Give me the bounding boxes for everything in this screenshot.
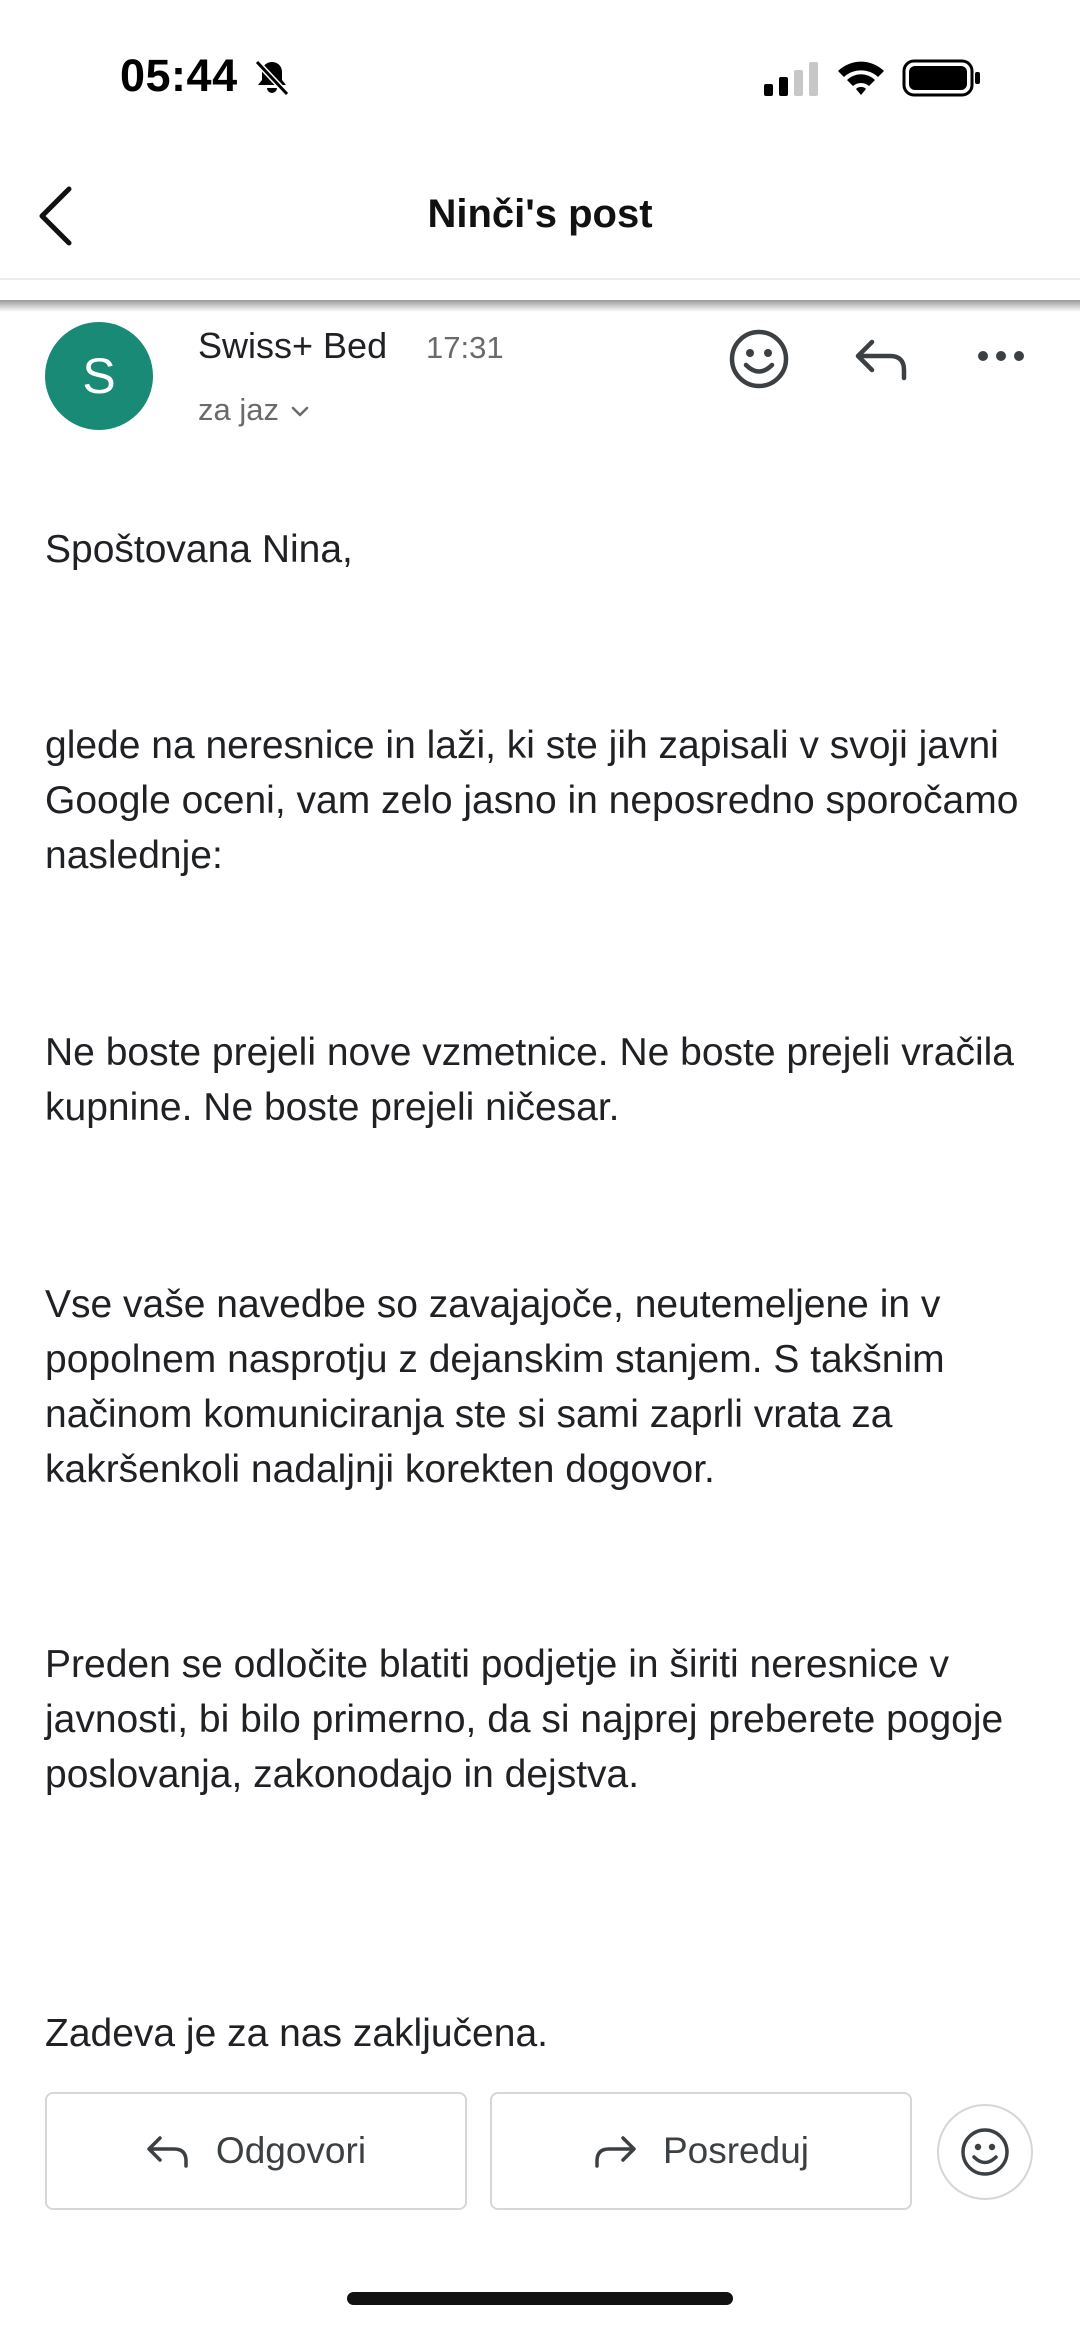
header-shadow	[0, 300, 1080, 312]
page-title: Ninči's post	[427, 192, 653, 236]
sender-time: 17:31	[426, 330, 504, 365]
signal-icon	[764, 62, 820, 96]
forward-button[interactable]	[490, 2092, 912, 2210]
avatar[interactable]: S	[45, 322, 153, 430]
battery-icon	[902, 58, 982, 98]
home-indicator[interactable]	[347, 2292, 733, 2305]
reply-label: Odgovori	[215, 2130, 367, 2171]
email-body-paragraph: glede na neresnice in laži, ki ste jih zapisali v svoji javni Google oceni, vam zelo jasno in neposredno sporočamo naslednje:	[45, 724, 1019, 877]
email-body-paragraph: Spoštovana Nina,	[45, 528, 353, 571]
status-time: 05:44	[120, 50, 238, 101]
add-reaction-icon[interactable]	[728, 328, 790, 390]
recipient-toggle[interactable]	[198, 392, 311, 428]
bell-off-icon	[252, 58, 292, 98]
reply-icon[interactable]	[854, 336, 908, 382]
react-button[interactable]	[937, 2104, 1033, 2200]
recipient-label: za jaz	[198, 392, 279, 427]
emoji-icon	[959, 2126, 1011, 2178]
reply-button[interactable]	[45, 2092, 467, 2210]
email-body-paragraph: Ne boste prejeli nove vzmetnice. Ne boste prejeli vračila kupnine. Ne boste prejeli ničesar.	[45, 1031, 1014, 1129]
email-body-paragraph: Vse vaše navedbe so zavajajoče, neutemeljene in v popolnem nasprotju z dejanskim stanjem. S takšnim načinom komuniciranja ste si sami zaprli vrata za kakršenkoli nadaljnji korekten dogovor.	[45, 1283, 945, 1491]
more-options-icon[interactable]	[976, 346, 1026, 366]
status-bar	[0, 0, 1080, 150]
email-body-paragraph: Zadeva je za nas zaključena.	[45, 2012, 548, 2055]
forward-label: Posreduj	[662, 2130, 810, 2171]
reply-icon	[146, 2133, 190, 2169]
email-body-paragraph: Preden se odločite blatiti podjetje in širiti neresnice v javnosti, bi bilo primerno, da si najprej preberete pogoje poslovanja, zakonodajo in dejstva.	[45, 1643, 1004, 1796]
chevron-down-icon	[289, 401, 311, 423]
forward-icon	[593, 2133, 637, 2169]
sender-name: Swiss+ Bed	[198, 325, 388, 366]
wifi-icon	[836, 58, 886, 98]
top-bar	[0, 150, 1080, 280]
